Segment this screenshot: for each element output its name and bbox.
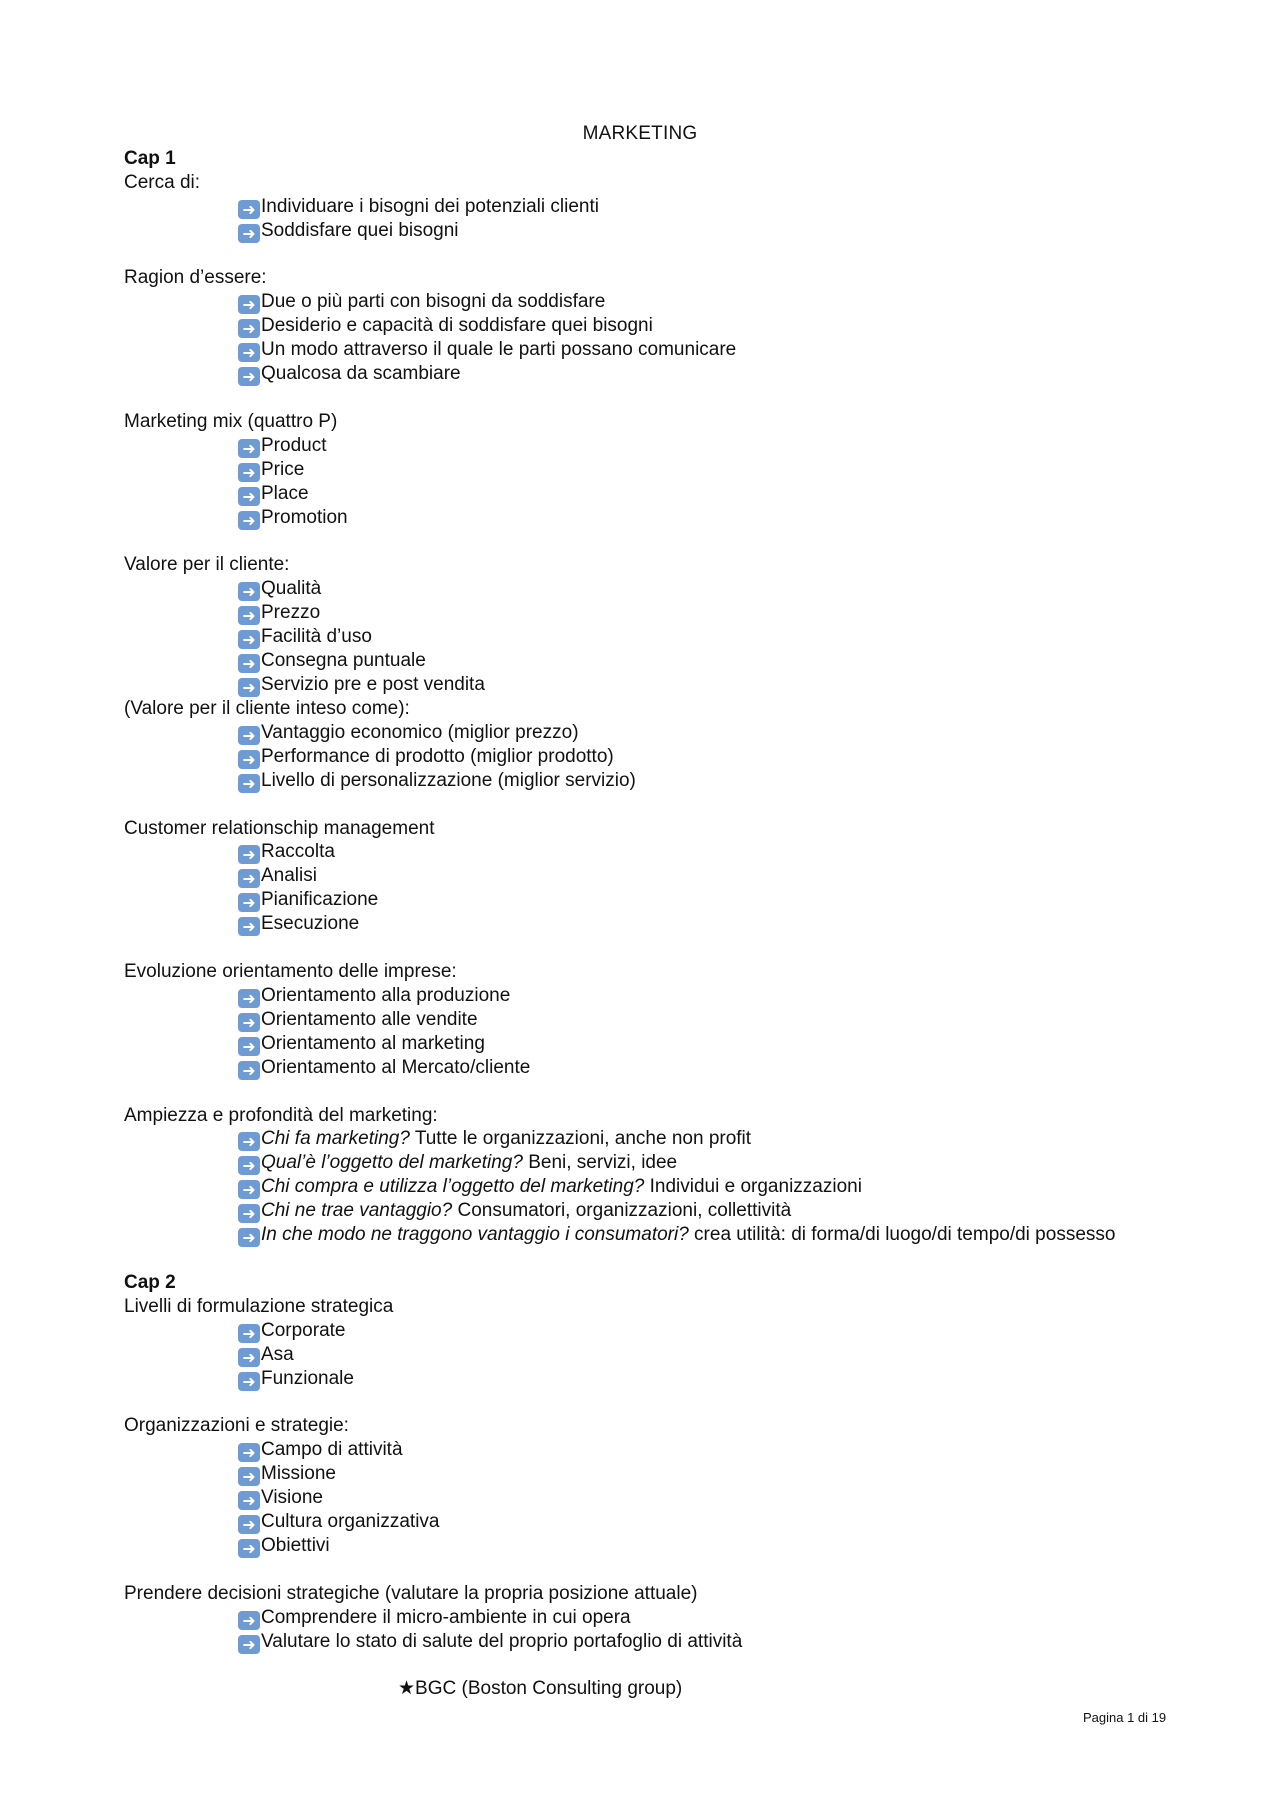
document-body [124, 147, 1174, 1701]
list-item: ➜ Desiderio e capacità di soddisfare quei bisogni [124, 314, 1174, 338]
right-arrow-icon: ➜ [238, 582, 260, 601]
right-arrow-icon: ➜ [238, 750, 260, 769]
right-arrow-icon: ➜ [238, 893, 260, 912]
list-item: ➜ Price [124, 458, 1174, 482]
section-heading: Ragion d’essere: [124, 267, 267, 289]
right-arrow-icon: ➜ [238, 630, 260, 649]
right-arrow-icon: ➜ [238, 1372, 260, 1391]
list-item: ➜ Asa [124, 1343, 1174, 1367]
right-arrow-icon: ➜ [238, 439, 260, 458]
list-item: ➜ Corporate [124, 1319, 1174, 1343]
chapter-heading: Cap 2 [124, 1272, 176, 1293]
list-item: ➜ Consegna puntuale [124, 649, 1174, 673]
list-item: ➜ Raccolta [124, 840, 1174, 864]
right-arrow-icon: ➜ [238, 1228, 260, 1247]
right-arrow-icon: ➜ [238, 1491, 260, 1510]
list-item: ➜ Servizio pre e post vendita [124, 673, 1174, 697]
right-arrow-icon: ➜ [238, 1061, 260, 1080]
section-heading: Valore per il cliente: [124, 554, 290, 576]
list-item: ➜ Orientamento alla produzione [124, 984, 1174, 1008]
section-heading: Evoluzione orientamento delle imprese: [124, 961, 457, 982]
right-arrow-icon: ➜ [238, 1037, 260, 1056]
right-arrow-icon: ➜ [238, 869, 260, 888]
right-arrow-icon: ➜ [238, 1467, 260, 1486]
page-title: MARKETING [582, 123, 698, 144]
list-item: ➜ Qualcosa da scambiare [124, 362, 1174, 386]
list-item: ➜ Qualità [124, 577, 1174, 601]
right-arrow-icon: ➜ [238, 917, 260, 936]
list-item: ➜ Chi fa marketing? Tutte le organizzazioni, anche non profit [124, 1127, 1174, 1151]
right-arrow-icon: ➜ [238, 774, 260, 793]
list-item: ➜ Chi ne trae vantaggio? Consumatori, organizzazioni, collettività [124, 1199, 1174, 1223]
list-item: ➜ Soddisfare quei bisogni [124, 219, 1174, 243]
page-number: Pagina 1 di 19 [1083, 1710, 1167, 1725]
right-arrow-icon: ➜ [238, 1539, 260, 1558]
right-arrow-icon: ➜ [238, 1611, 260, 1630]
list-item: ➜ Place [124, 482, 1174, 506]
right-arrow-icon: ➜ [238, 367, 260, 386]
section-heading: Marketing mix (quattro P) [124, 410, 338, 432]
list-item: ➜ Individuare i bisogni dei potenziali clienti [124, 195, 1174, 219]
right-arrow-icon: ➜ [238, 1635, 260, 1654]
list-item: ➜ In che modo ne traggono vantaggio i consumatori? crea utilità: di forma/di luogo/di tempo/di possesso [124, 1223, 1174, 1247]
right-arrow-icon: ➜ [238, 295, 260, 314]
list-item: ➜ Analisi [124, 864, 1174, 888]
list-item: ★BGC (Boston Consulting group) [398, 1677, 683, 1700]
section-heading: (Valore per il cliente inteso come): [124, 698, 410, 719]
right-arrow-icon: ➜ [238, 487, 260, 506]
right-arrow-icon: ➜ [238, 1324, 260, 1343]
section-heading: Livelli di formulazione strategica [124, 1295, 394, 1317]
right-arrow-icon: ➜ [238, 1132, 260, 1151]
list-item: ➜ Performance di prodotto (miglior prodotto) [124, 745, 1174, 769]
right-arrow-icon: ➜ [238, 845, 260, 864]
section-heading: Organizzazioni e strategie: [124, 1415, 349, 1437]
right-arrow-icon: ➜ [238, 1180, 260, 1199]
right-arrow-icon: ➜ [238, 224, 260, 243]
right-arrow-icon: ➜ [238, 678, 260, 697]
list-item: ➜ Comprendere il micro-ambiente in cui opera [124, 1606, 1174, 1630]
list-item: ➜ Obiettivi [124, 1534, 1174, 1558]
chapter-heading: Cap 1 [124, 148, 176, 169]
list-item: ➜ Un modo attraverso il quale le parti possano comunicare [124, 338, 1174, 362]
list-item: ➜ Missione [124, 1462, 1174, 1486]
right-arrow-icon: ➜ [238, 319, 260, 338]
section-heading: Customer relationschip management [124, 817, 435, 839]
list-item: ➜ Visione [124, 1486, 1174, 1510]
section-heading: Prendere decisioni strategiche (valutare la propria posizione attuale) [124, 1582, 698, 1604]
list-item: ➜ Promotion [124, 506, 1174, 530]
list-item: ➜ Pianificazione [124, 888, 1174, 912]
right-arrow-icon: ➜ [238, 1348, 260, 1367]
right-arrow-icon: ➜ [238, 989, 260, 1008]
right-arrow-icon: ➜ [238, 200, 260, 219]
list-item: ➜ Chi compra e utilizza l’oggetto del marketing? Individui e organizzazioni [124, 1175, 1174, 1199]
right-arrow-icon: ➜ [238, 1515, 260, 1534]
list-item: ➜ Esecuzione [124, 912, 1174, 936]
list-item: ➜ Prezzo [124, 601, 1174, 625]
list-item: ➜ Due o più parti con bisogni da soddisfare [124, 290, 1174, 314]
list-item: ➜ Valutare lo stato di salute del proprio portafoglio di attività [124, 1630, 1174, 1654]
list-item: ➜ Funzionale [124, 1367, 1174, 1391]
section-heading: Cerca di: [124, 171, 201, 193]
list-item: ➜ Orientamento al marketing [124, 1032, 1174, 1056]
section-heading: Ampiezza e profondità del marketing: [124, 1104, 438, 1126]
right-arrow-icon: ➜ [238, 1204, 260, 1223]
list-item: ➜ Cultura organizzativa [124, 1510, 1174, 1534]
list-item: ➜ Vantaggio economico (miglior prezzo) [124, 721, 1174, 745]
right-arrow-icon: ➜ [238, 1013, 260, 1032]
list-item: ➜ Facilità d’uso [124, 625, 1174, 649]
list-item: ➜ Orientamento al Mercato/cliente [124, 1056, 1174, 1080]
right-arrow-icon: ➜ [238, 1443, 260, 1462]
right-arrow-icon: ➜ [238, 1156, 260, 1175]
right-arrow-icon: ➜ [238, 606, 260, 625]
right-arrow-icon: ➜ [238, 463, 260, 482]
list-item: ➜ Campo di attività [124, 1438, 1174, 1462]
list-item: ➜ Qual’è l’oggetto del marketing? Beni, servizi, idee [124, 1151, 1174, 1175]
right-arrow-icon: ➜ [238, 654, 260, 673]
right-arrow-icon: ➜ [238, 726, 260, 745]
right-arrow-icon: ➜ [238, 343, 260, 362]
list-item: ➜ Product [124, 434, 1174, 458]
right-arrow-icon: ➜ [238, 511, 260, 530]
list-item: ➜ Livello di personalizzazione (miglior servizio) [124, 769, 1174, 793]
list-item: ➜ Orientamento alle vendite [124, 1008, 1174, 1032]
star-icon: ★ [398, 1677, 416, 1700]
